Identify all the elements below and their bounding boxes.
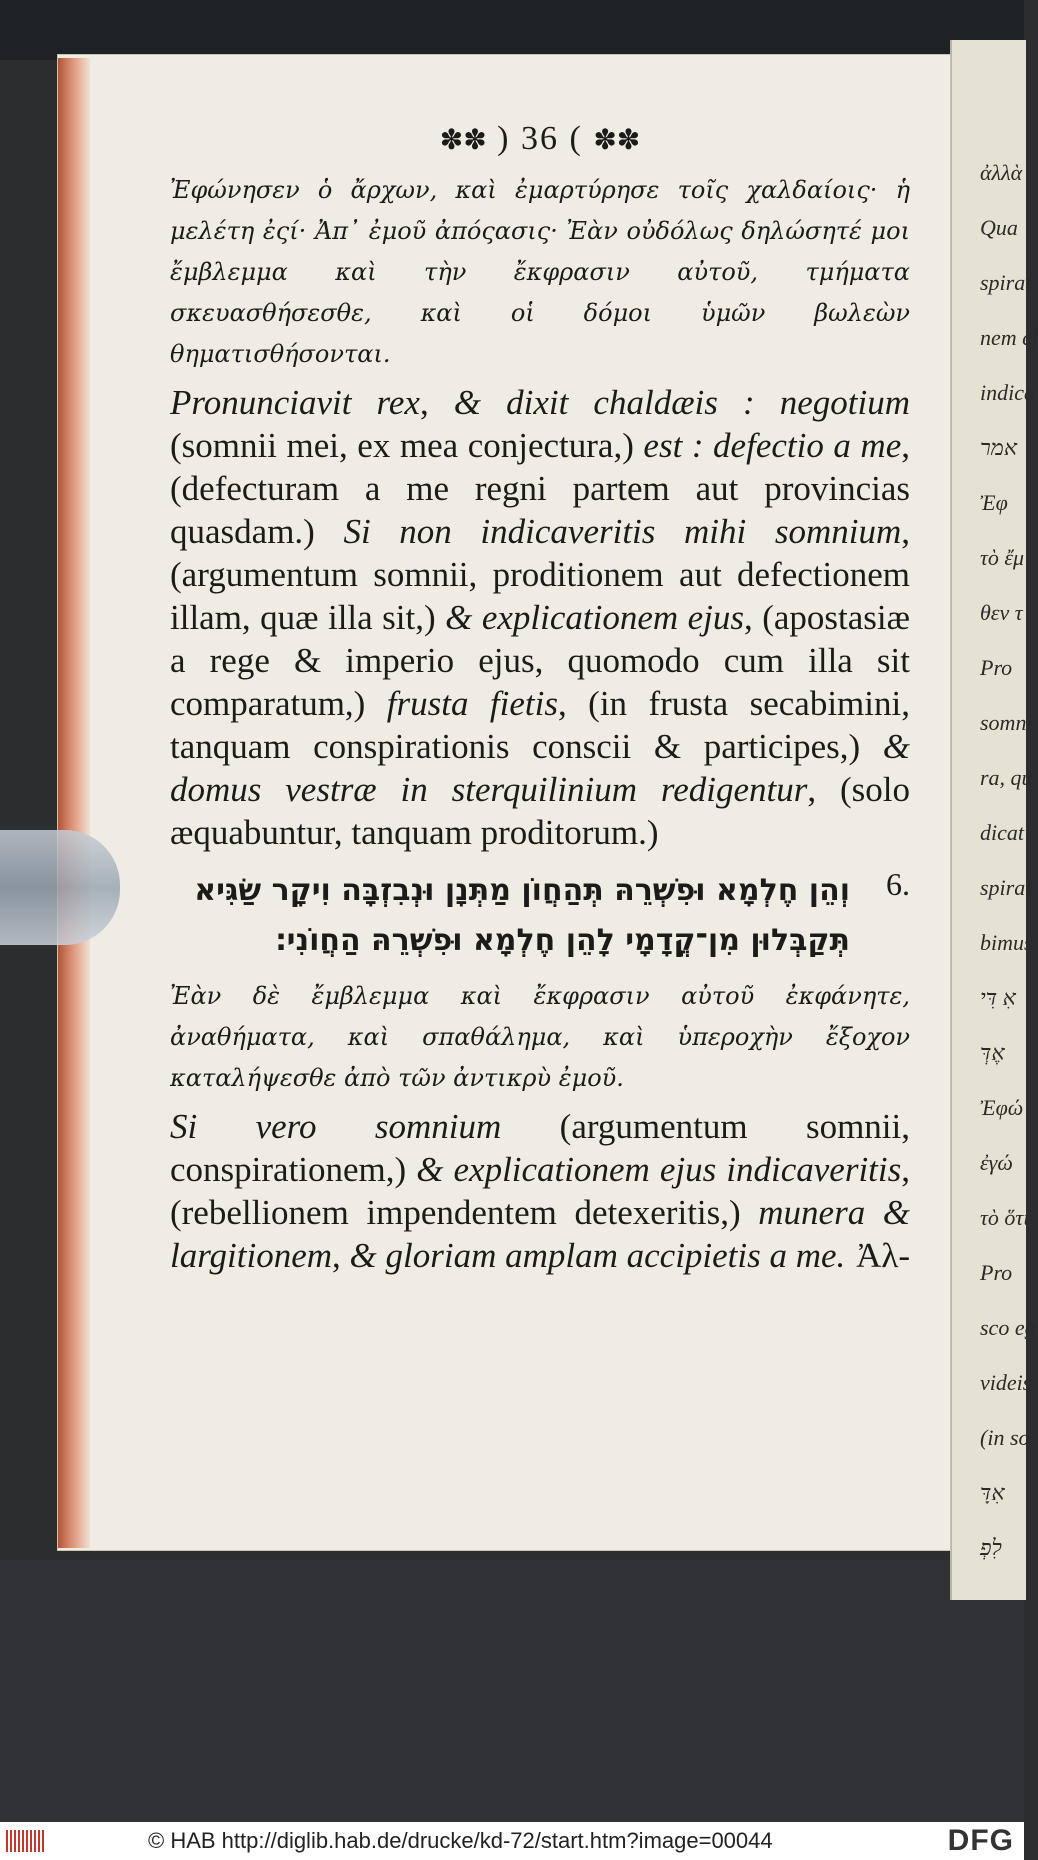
red-page-edge	[58, 58, 90, 1548]
latin-text: & explicationem ejus	[445, 598, 744, 637]
latin-text: , (rebellionem impendentem detexeritis,)	[170, 1150, 910, 1232]
next-page-fragment: dicat	[980, 820, 1024, 845]
scanner-background-top	[0, 0, 1024, 60]
latin-text: munera & largitionem	[170, 1193, 911, 1275]
next-page-fragment: אִדָּ	[980, 1480, 1005, 1505]
latin-text: est : defectio a me	[643, 426, 902, 465]
next-page-fragment: לִפְ	[980, 1535, 1002, 1560]
verse-number: 6.	[886, 866, 910, 902]
source-link[interactable]: © HAB http://diglib.hab.de/drucke/kd-72/start.htm?image=00044	[148, 1828, 773, 1853]
next-page-fragment: nem ej	[980, 325, 1038, 350]
next-page-edge	[950, 40, 1038, 1600]
next-page-fragment: ra, qu	[980, 765, 1033, 790]
next-page-fragment: Ἐφ	[980, 490, 1008, 515]
latin-text: Si non indicaveritis mihi somnium	[343, 512, 902, 551]
next-page-fragment: τὸ ἔμ	[980, 545, 1025, 570]
ornament-left-icon: ✽✽	[439, 125, 487, 156]
latin-text: ,	[332, 1236, 350, 1275]
latin-text: & dixit chaldæis : negotium	[453, 383, 910, 422]
next-page-fragment: spirat	[980, 270, 1032, 295]
latin-text: (somnii mei, ex mea conjectura,)	[170, 426, 644, 465]
next-page-fragment: אֶדְּ	[980, 1040, 1005, 1065]
page-header	[170, 120, 910, 158]
next-page-fragment: Pro	[980, 655, 1013, 680]
latin-text: Si vero somnium	[170, 1107, 502, 1146]
next-page-fragment: Pro	[980, 1260, 1013, 1285]
next-page-fragment: ἐγώ	[980, 1150, 1013, 1175]
page-number: ) 36 (	[497, 120, 583, 157]
next-page-fragment: (in so	[980, 1425, 1030, 1450]
latin-paragraph-1	[170, 381, 910, 854]
greek-paragraph-1: Ἐφώνησεν ὁ ἄρχων, καὶ ἐμαρτύρησε τοῖς χαλδαίοις· ἡ μελέτη ἐςί· Ἀπ᾽ ἐμοῦ ἀπόςασις· Ἐὰν οὐδόλως δηλώσητέ μοι ἔμβλεμμα καὶ τὴν ἔκφρασιν αὐτοῦ, τμήματα σκευασθήσεσθε, καὶ οἱ δόμοι ὑμῶν βωλεὼν θηματισθήσονται.	[170, 176, 910, 368]
latin-text: & gloriam amplam accipietis a me.	[349, 1236, 846, 1275]
next-page-fragment: somni	[980, 710, 1033, 735]
next-page-fragment: spirat	[980, 875, 1032, 900]
ornament-right-icon: ✽✽	[593, 125, 641, 156]
latin-text: ,	[419, 383, 454, 422]
next-page-fragment: אמר	[980, 435, 1018, 460]
latin-text: , (defecturam a me regni partem aut provincias quasdam.)	[170, 426, 910, 551]
latin-text: , (solo æquabuntur, tanquam proditorum.)	[170, 770, 910, 852]
next-page-fragment: bimus	[980, 930, 1033, 955]
next-page-fragment: τὸ ὅτι	[980, 1205, 1030, 1230]
scanner-background-bottom	[0, 1560, 1024, 1822]
latin-text: , (in frusta secabimini, tanquam conspirationis conscii & participes,)	[170, 684, 910, 766]
next-page-fragment: ἀλλὰ	[980, 160, 1023, 185]
hebrew-text: וְהֵן חֶלְמָא וּפִשְׁרֵהּ תְּהַחֲוֹן מַתְּנָן וּנְבִזְבָּה וִיקָר שַׂגִּיא תְּקַבְּלוּן מִן־קֳדָמָי לָהֵן חֶלְמָא וּפִשְׁרֵהּ הַחֲוֹנִי׃	[194, 873, 850, 958]
page-clip	[0, 830, 120, 945]
latin-text: & explicationem ejus indicaveritis	[416, 1150, 902, 1189]
latin-text: , (argumentum somnii, proditionem aut defectionem illam, quæ illa sit,)	[170, 512, 911, 637]
next-page-fragment: θεν τ	[980, 600, 1023, 625]
next-page-fragment: אִ דִּי	[980, 985, 1016, 1010]
latin-paragraph-2	[170, 1105, 910, 1277]
viewer-footer	[0, 1822, 1024, 1860]
hebrew-verse	[170, 866, 910, 966]
next-page-fragment: Qua	[980, 215, 1018, 240]
next-page-fragment: Ἐφώ	[980, 1095, 1024, 1120]
latin-text: Pronunciavit rex	[170, 383, 420, 422]
latin-text: , (apostasiæ a rege & imperio ejus, quomodo cum illa sit comparatum,)	[170, 598, 910, 723]
dfg-logo: DFG	[947, 1824, 1014, 1857]
page-content	[170, 120, 910, 1277]
latin-text: frusta fietis	[386, 684, 558, 723]
next-page-fragment: indica	[980, 380, 1035, 405]
latin-text: & domus vestræ in sterquilinium redigentur	[170, 727, 910, 809]
next-page-fragment: sco eg	[980, 1315, 1036, 1340]
library-barcode-icon	[6, 1830, 44, 1852]
catchword: Ἀλ-	[856, 1236, 910, 1275]
latin-text: (argumentum somnii, conspirationem,)	[170, 1107, 911, 1189]
greek-paragraph-2: Ἐὰν δὲ ἔμβλεμμα καὶ ἔκφρασιν αὐτοῦ ἐκφάνητε, ἀναθήματα, καὶ σπαθάλημα, καὶ ὑπεροχὴν ἔξοχον καταλήψεσθε ἀπὸ τῶν ἀντικρὺ ἐμοῦ.	[170, 982, 910, 1092]
next-page-fragment: videis	[980, 1370, 1032, 1395]
